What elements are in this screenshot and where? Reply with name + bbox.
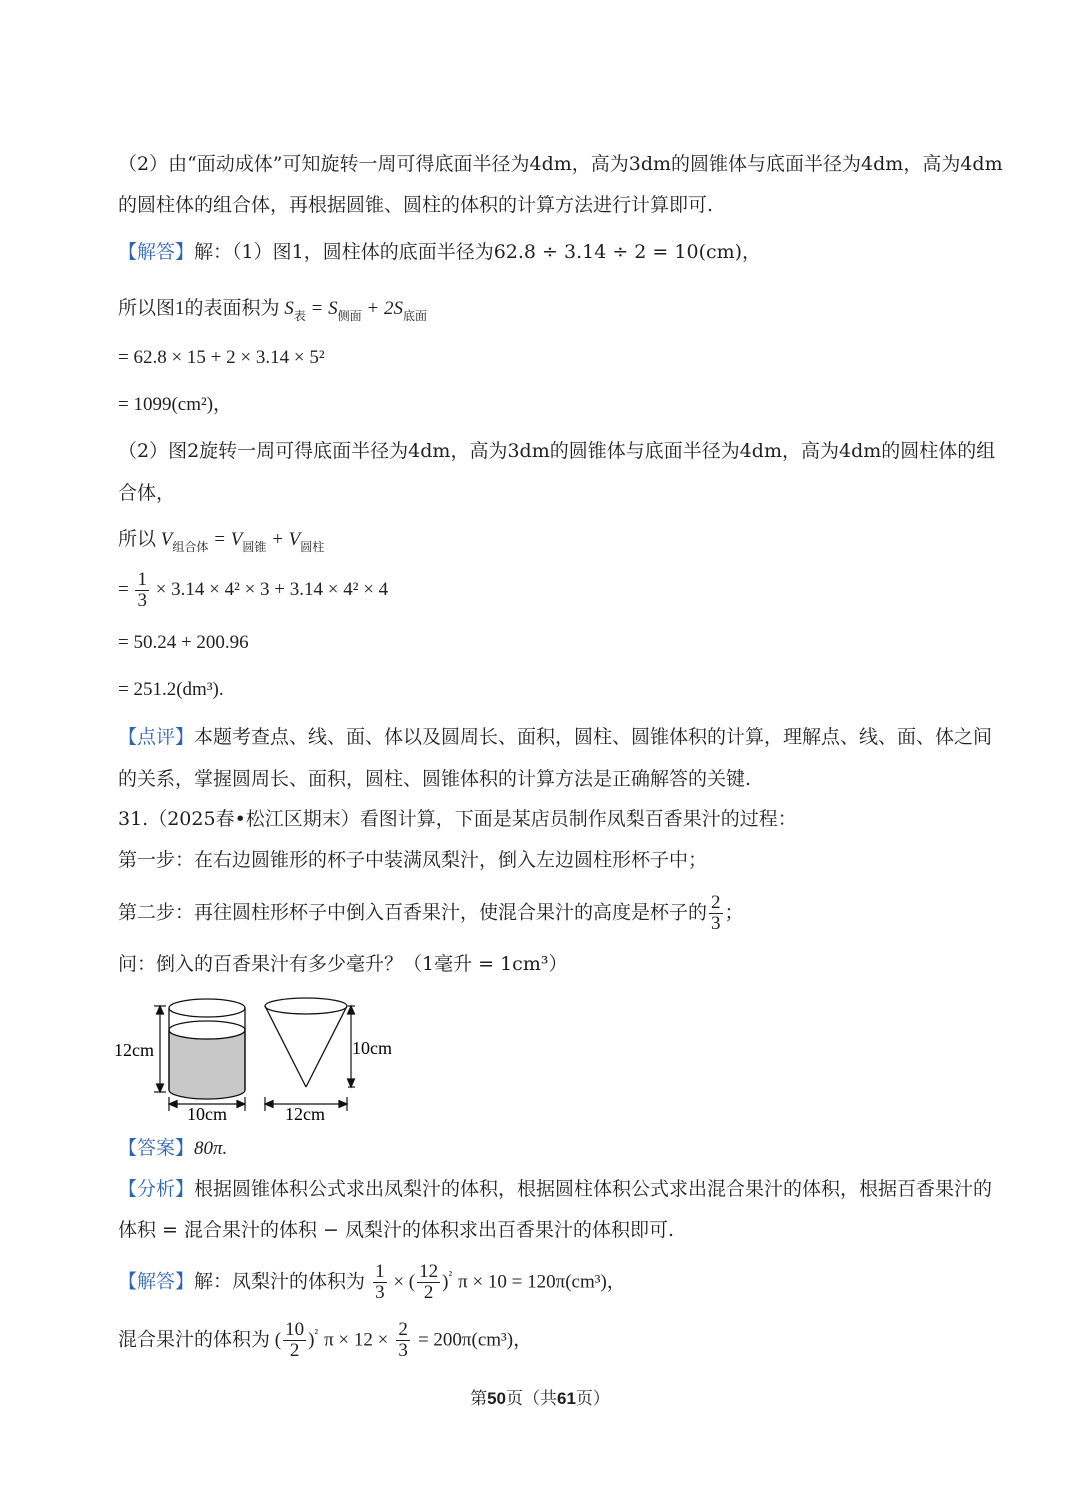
text-span: = 200π(cm³)，	[417, 1329, 533, 1351]
formula-line: = $\frac{1}{3}$ × 3.14 × 4² × 3 + 3.14 × 4² × 4	[118, 569, 389, 611]
cup-rim	[169, 999, 245, 1017]
subscript: 侧面	[337, 309, 362, 323]
solution-label: 【解答】	[118, 241, 195, 263]
review-line	[118, 724, 992, 750]
symbol: = V	[213, 529, 243, 550]
text-span: ；	[724, 901, 744, 924]
answer-label: 【答案】	[118, 1137, 195, 1159]
text-line: 体积 = 混合果汁的体积 − 凤梨汁的体积求出百香果汁的体积即可.	[118, 1219, 675, 1241]
cyl-height-label: 12cm	[114, 1040, 154, 1060]
fraction: $\frac{1}{3}$	[375, 1261, 385, 1303]
symbol: V	[160, 529, 173, 550]
text-line: 合体，	[118, 482, 176, 504]
symbol: S	[284, 298, 294, 319]
formula-line: = 251.2(dm³).	[118, 679, 224, 700]
text-line	[118, 893, 744, 934]
fraction: $\frac{2}{3}$	[398, 1319, 408, 1361]
answer-line	[118, 1135, 227, 1162]
fraction: $\frac{2}{3}$	[711, 892, 721, 934]
subscript: 组合体	[172, 540, 209, 554]
symbol: + V	[271, 529, 301, 550]
text-line: 第一步：在右边圆锥形的杯子中装满凤梨汁，倒入左边圆柱形杯子中；	[118, 849, 708, 871]
cup-figure	[112, 994, 412, 1124]
solution-line	[118, 239, 761, 265]
subscript: 表	[293, 309, 306, 323]
formula-line: = 50.24 + 200.96	[118, 632, 249, 653]
review-label: 【点评】	[118, 726, 195, 748]
text-line: 的关系，掌握圆周长、面积，圆柱、圆锥体积的计算方法是正确解答的关键.	[118, 768, 752, 790]
height-arrow	[154, 1006, 166, 1092]
fraction: $\frac{10}{2}$	[285, 1319, 305, 1361]
page-total: 61	[557, 1389, 576, 1408]
solution-label: 【解答】	[118, 1270, 195, 1293]
juice-surface	[169, 1021, 245, 1039]
formula-line: = 62.8 × 15 + 2 × 3.14 × 5²	[118, 347, 325, 368]
text-line: 混合果汁的体积为 ( $\frac{10}{2}$ )$^{^2}$ π × 12 × $\frac{2}{3}$ = 200π(cm³)，	[118, 1319, 533, 1361]
text-span: 本题考查点、线、面、体以及圆周长、面积，圆柱、圆锥体积的计算，理解点、线、面、体之间	[194, 726, 993, 748]
formula-line	[118, 527, 324, 560]
text-span: 解：凤梨汁的体积为	[194, 1270, 366, 1293]
formula-line: = 1099(cm²)，	[118, 394, 233, 415]
text-span: 解：（1）图1，圆柱体的底面半径为62.8 ÷ 3.14 ÷ 2 = 10(cm)，	[194, 241, 762, 263]
page-footer: 第50页（共61页）	[470, 1389, 610, 1409]
cylinder-cup	[169, 999, 245, 1099]
subscript: 圆锥	[242, 540, 267, 554]
text-span: π × 10 = 120π(cm³)，	[458, 1271, 626, 1293]
fraction: $\frac{12}{2}$	[419, 1261, 439, 1303]
cyl-diam-label: 10cm	[187, 1104, 227, 1124]
analysis-line	[118, 1176, 992, 1202]
formula-line	[118, 296, 427, 329]
subscript: 圆柱	[300, 540, 325, 554]
answer-value: 80π.	[194, 1138, 228, 1159]
text-span: 混合果汁的体积为	[118, 1328, 271, 1351]
text-span: 所以图1的表面积为	[118, 298, 280, 319]
question-title: 31.（2025春•松江区期末）看图计算，下面是某店员制作凤梨百香果汁的过程：	[118, 808, 797, 830]
text-span: 所以	[118, 529, 157, 550]
text-span: 根据圆锥体积公式求出凤梨汁的体积，根据圆柱体积公式求出混合果汁的体积，根据百香果汁的	[194, 1178, 993, 1200]
solution-line: 【解答】解：凤梨汁的体积为 $\frac{1}{3}$ × ( $\frac{12}{2}$ )$^{^2}$ π × 10 = 120π(cm³)，	[118, 1261, 626, 1303]
text-span: × 3.14 × 4² × 3 + 3.14 × 4² × 4	[155, 578, 389, 600]
symbol: = S	[310, 298, 338, 319]
symbol: + 2S	[366, 298, 403, 319]
cone-height-label: 10cm	[352, 1038, 392, 1058]
text-span: 第二步：再往圆柱形杯子中倒入百香果汁，使混合果汁的高度是杯子的	[118, 901, 708, 924]
text-line: 的圆柱体的组合体，再根据圆锥、圆柱的体积的计算方法进行计算即可.	[118, 194, 714, 216]
text-line: （2）图2旋转一周可得底面半径为4dm，高为3dm的圆锥体与底面半径为4dm，高为4dm的圆柱体的组	[118, 440, 996, 462]
fraction: $\frac{1}{3}$	[137, 569, 147, 611]
subscript: 底面	[402, 309, 427, 323]
cone-diam-label: 12cm	[285, 1104, 325, 1124]
cone-cup	[265, 998, 347, 1087]
text-line: （2）由“面动成体”可知旋转一周可得底面半径为4dm，高为3dm的圆锥体与底面半径为4dm，高为4dm	[118, 153, 1003, 175]
text-line: 问：倒入的百香果汁有多少毫升？（1毫升 = 1cm³）	[118, 953, 568, 975]
juice-fill	[169, 1030, 245, 1099]
text-span: π × 12 ×	[324, 1329, 389, 1351]
analysis-label: 【分析】	[118, 1178, 195, 1200]
page-number: 50	[487, 1389, 506, 1408]
